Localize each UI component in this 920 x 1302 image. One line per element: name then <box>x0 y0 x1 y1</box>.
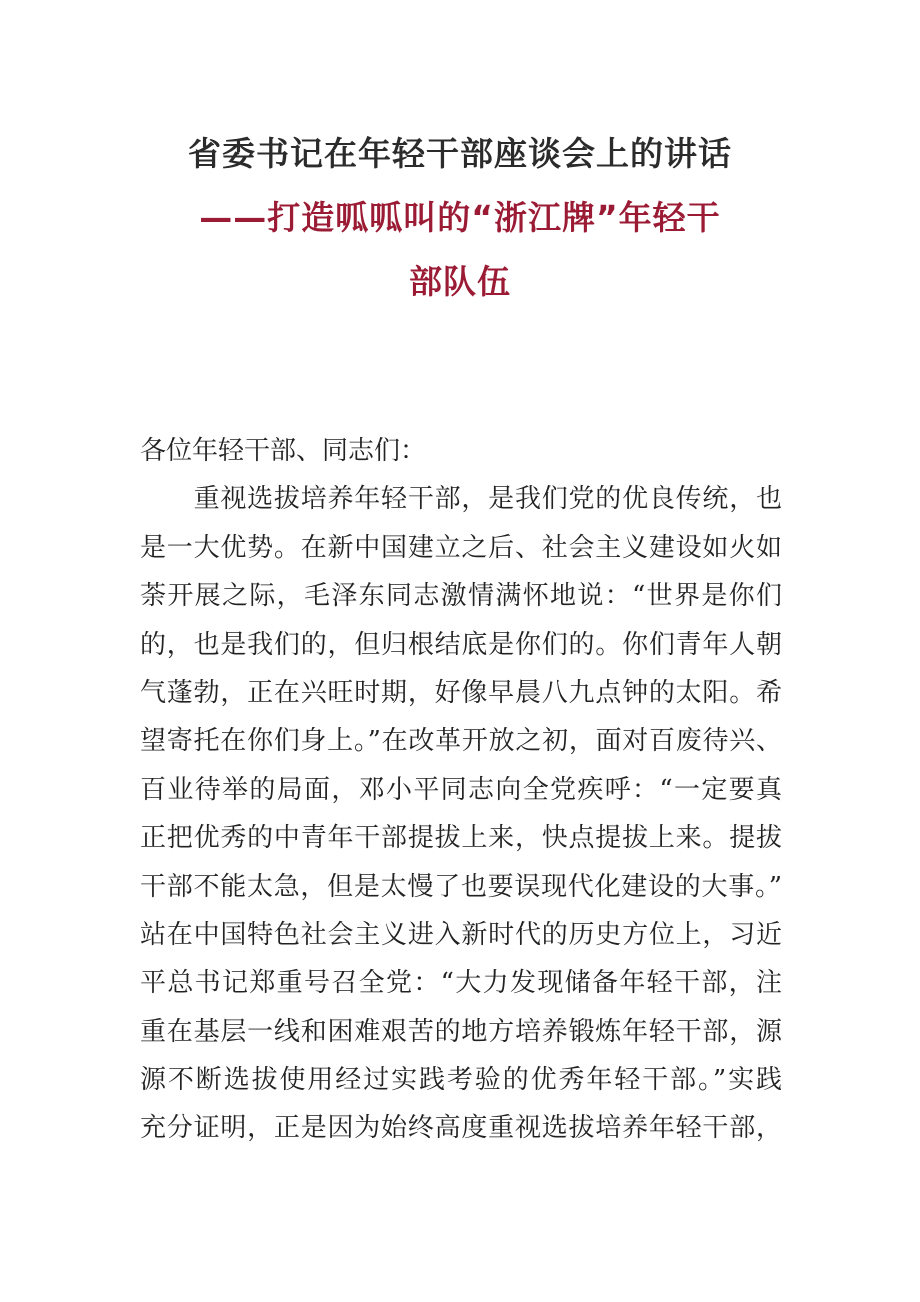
paragraph-line: 气蓬勃，正在兴旺时期，好像早晨八九点钟的太阳。希 <box>140 677 782 708</box>
document-body <box>140 427 782 1153</box>
paragraph-line: 百业待举的局面，邓小平同志向全党疾呼：“一定要真 <box>140 774 782 805</box>
paragraph <box>140 475 782 1152</box>
paragraph-line: 站在中国特色社会主义进入新时代的历史方位上，习近 <box>140 919 782 950</box>
title-block <box>140 122 780 314</box>
paragraph-line: 源不断选拔使用经过实践考验的优秀年轻干部。”实践 <box>140 1065 782 1096</box>
paragraph-line: 是一大优势。在新中国建立之后、社会主义建设如火如 <box>140 532 782 563</box>
paragraph-line: 平总书记郑重号召全党：“大力发现储备年轻干部，注 <box>140 968 782 999</box>
document-title: 省委书记在年轻干部座谈会上的讲话 <box>188 134 732 173</box>
paragraph-line: 干部不能太急，但是太慢了也要误现代化建设的大事。” <box>140 871 782 902</box>
paragraph-line: 正把优秀的中青年干部提拔上来，快点提拔上来。提拔 <box>140 823 782 854</box>
paragraph-line: 荼开展之际，毛泽东同志激情满怀地说：“世界是你们 <box>140 581 782 612</box>
paragraph-line: 充分证明，正是因为始终高度重视选拔培养年轻干部， <box>140 1113 782 1144</box>
paragraph-line: 的，也是我们的，但归根结底是你们的。你们青年人朝 <box>140 629 782 660</box>
paragraph-line: 望寄托在你们身上。”在改革开放之初，面对百废待兴、 <box>140 726 782 757</box>
salutation: 各位年轻干部、同志们： <box>140 436 427 466</box>
document-subtitle-line-1: ——打造呱呱叫的“浙江牌”年轻干 <box>199 198 721 237</box>
paragraph-line: 重视选拔培养年轻干部，是我们党的优良传统，也 <box>140 484 782 515</box>
document-subtitle-line-2: 部队伍 <box>409 262 511 301</box>
paragraph-line: 重在基层一线和困难艰苦的地方培养锻炼年轻干部，源 <box>140 1016 782 1047</box>
